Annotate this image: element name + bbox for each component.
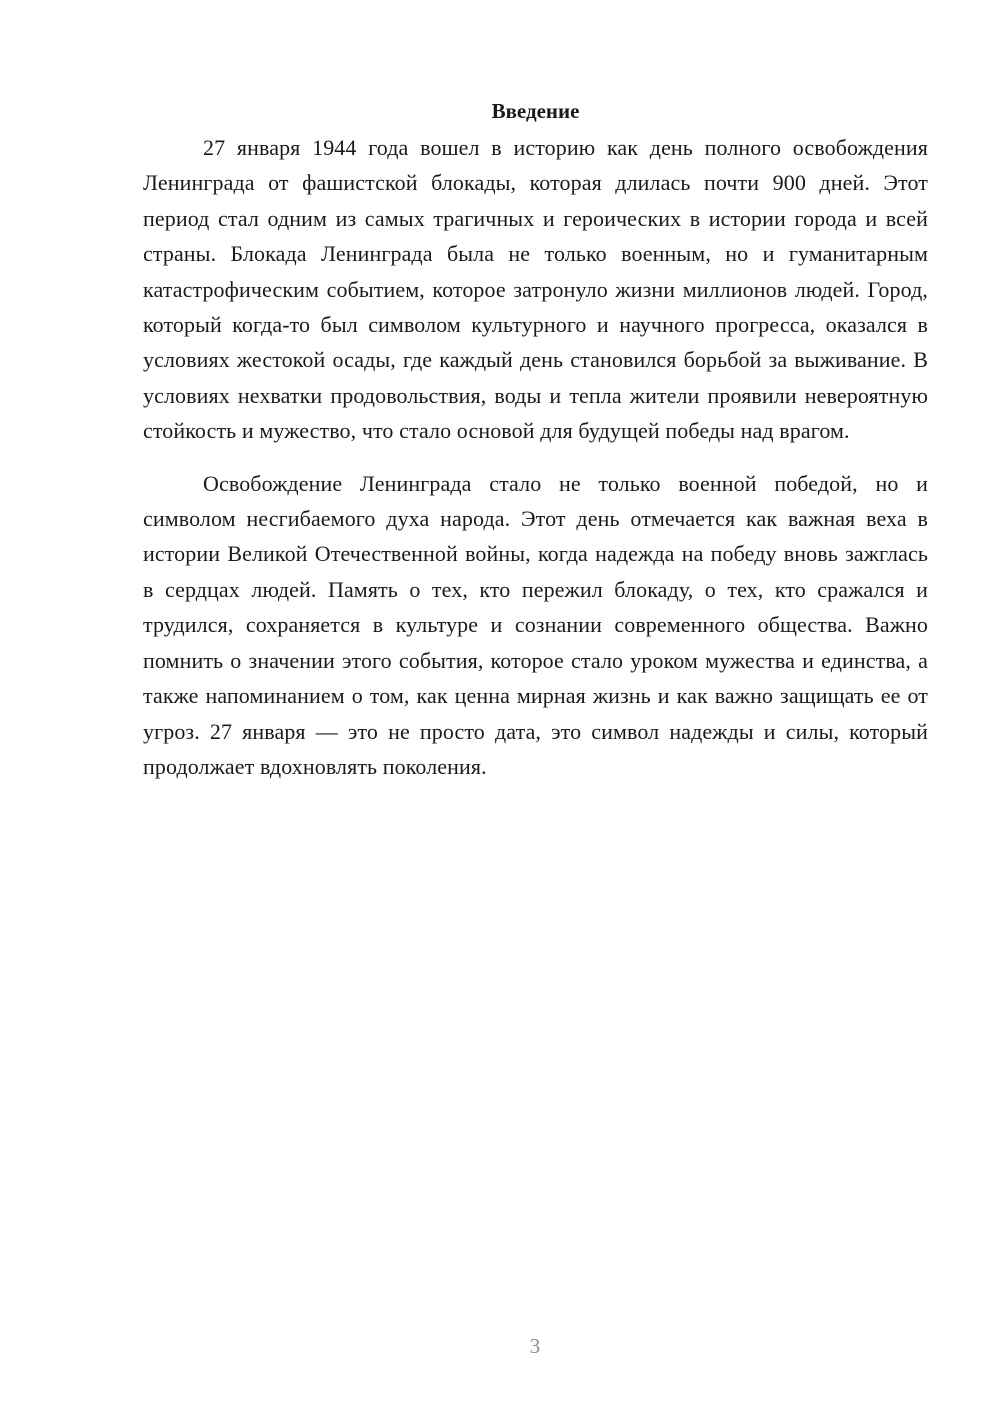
page-content xyxy=(143,96,928,784)
paragraph-1: 27 января 1944 года вошел в историю как день полного освобождения Ленинграда от фашистской блокады, которая длилась почти 900 дней. Этот период стал одним из самых трагичных и героических в истории города и всей страны. Блокада Ленинграда была не только военным, но и гуманитарным катастрофическим событием, которое затронуло жизни миллионов людей. Город, который когда-то был символом культурного и научного прогресса, оказался в условиях жестокой осады, где каждый день становился борьбой за выживание. В условиях нехватки продовольствия, воды и тепла жители проявили невероятную стойкость и мужество, что стало основой для будущей победы над врагом. xyxy=(143,135,928,444)
paragraph-2: Освобождение Ленинграда стало не только военной победой, но и символом несгибаемого духа народа. Этот день отмечается как важная веха в истории Великой Отечественной войны, когда надежда на победу вновь зажглась в сердцах людей. Память о тех, кто пережил блокаду, о тех, кто сражался и трудился, сохраняется в культуре и сознании современного общества. Важно помнить о значении этого события, которое стало уроком мужества и единства, а также напоминанием о том, как ценна мирная жизнь и как важно защищать ее от угроз. 27 января — это не просто дата, это символ надежды и силы, который продолжает вдохновлять поколения. xyxy=(143,470,928,779)
section-heading: Введение xyxy=(491,99,580,123)
page-number: 3 xyxy=(529,1334,541,1358)
